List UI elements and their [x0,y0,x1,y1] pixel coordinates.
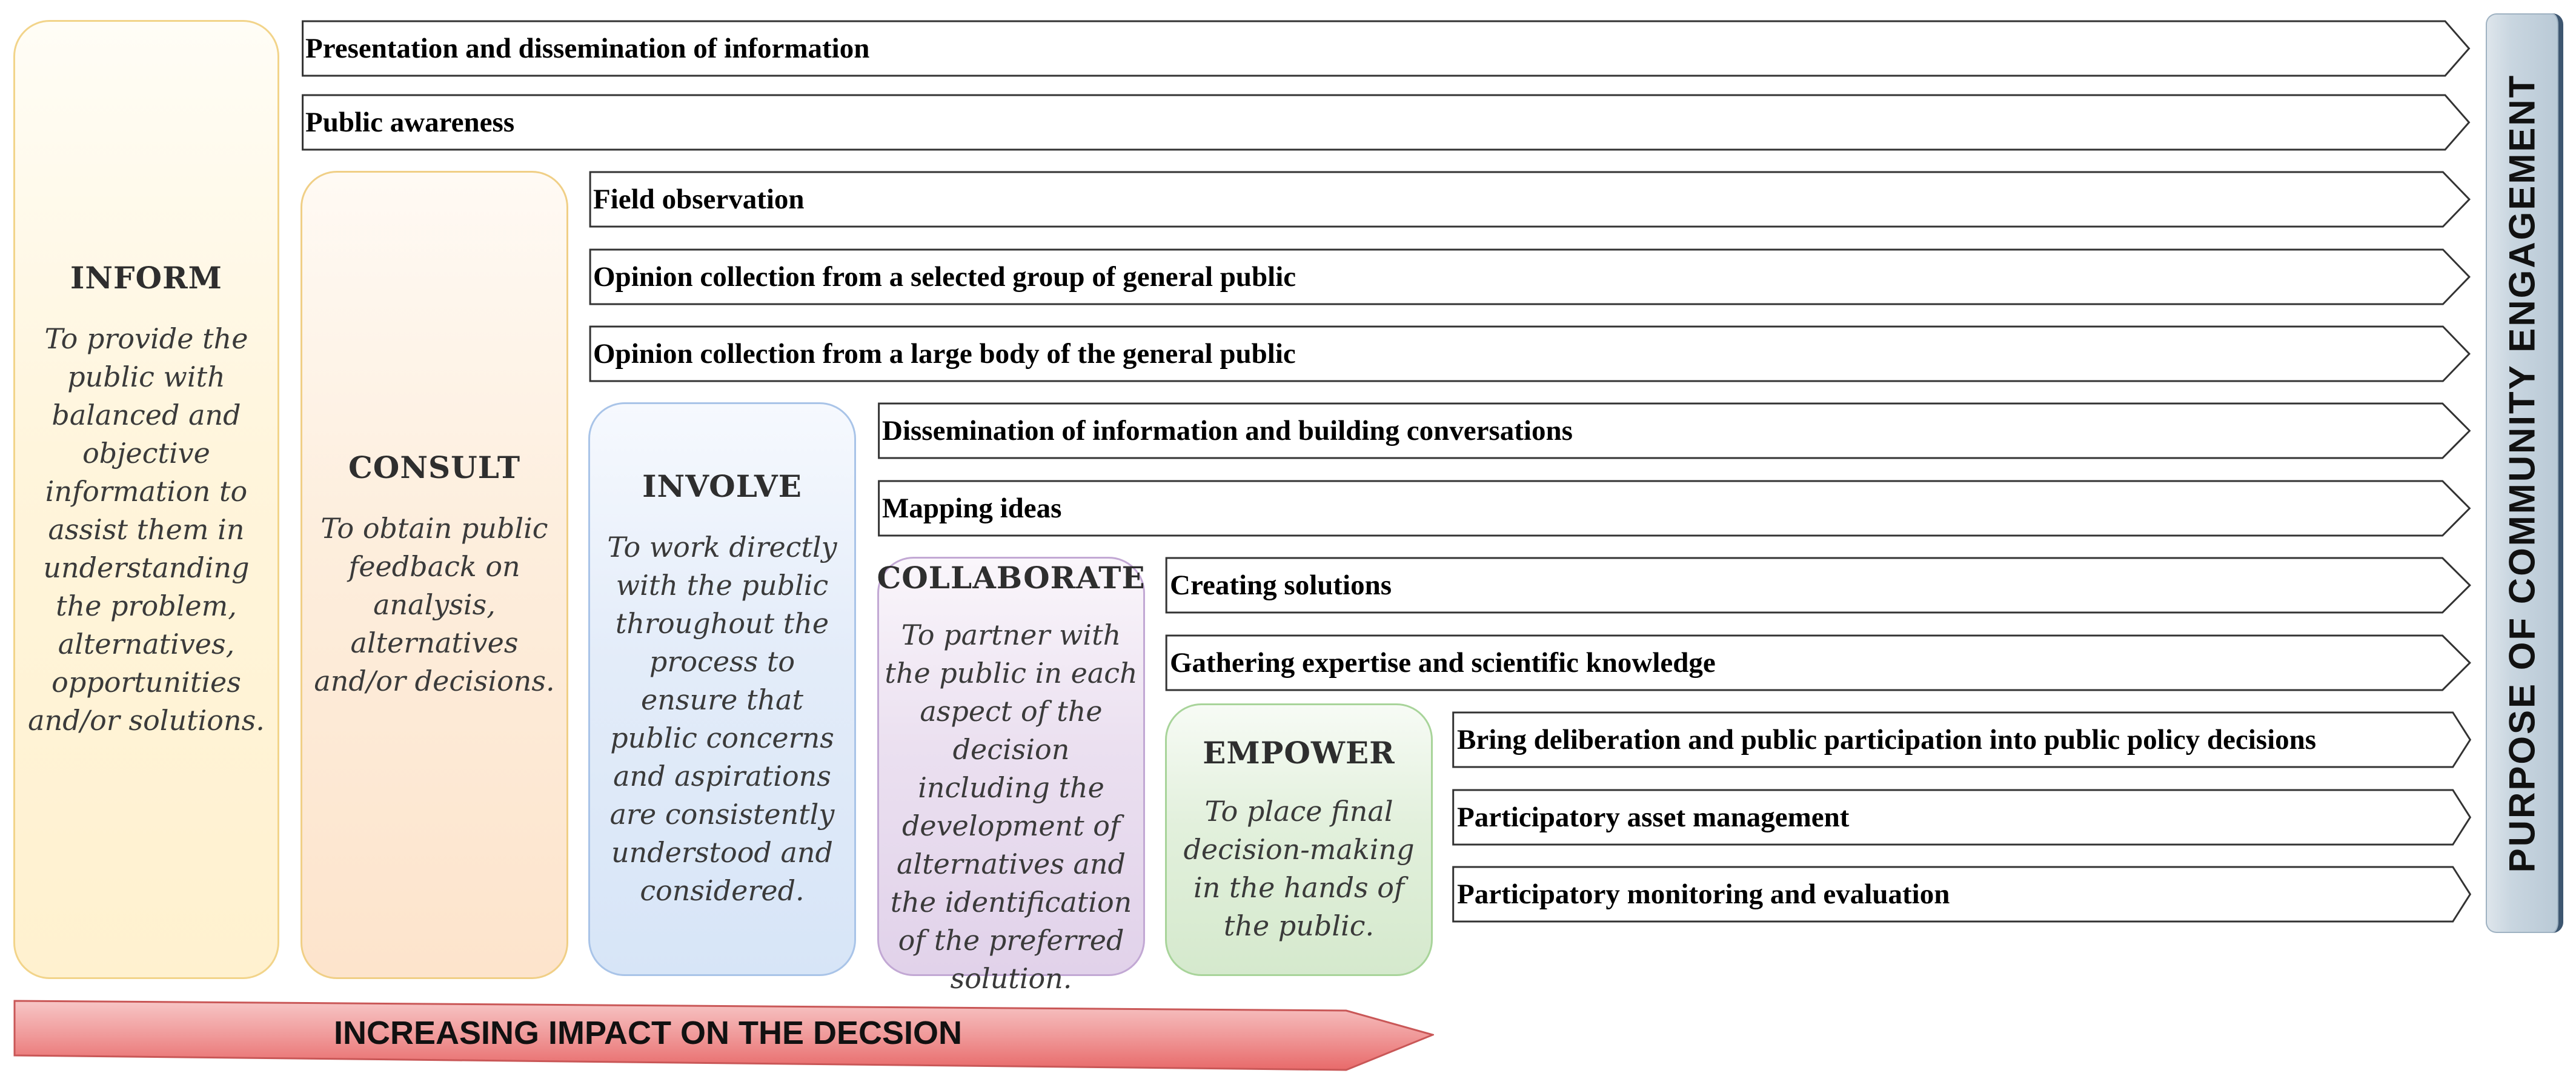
purpose-arrow [1165,557,2471,614]
level-collaborate-box [877,557,1146,995]
arrow-shape-icon [588,171,2471,228]
level-description: To obtain public feedback on analysis, alternatives and/or decisions. [314,512,555,697]
level-description: To partner with the public in each aspect of the decision including the development of alternatives and the identification of the preferred solution. [885,619,1138,995]
purpose-label: Creating solutions [1170,570,1392,601]
purpose-arrow [588,248,2471,305]
purpose-arrow [1452,866,2471,923]
purpose-side-bar [2486,13,2563,933]
purpose-label: Bring deliberation and public participation into public policy decisions [1457,724,2317,756]
level-title: INVOLVE [642,468,802,504]
level-title: EMPOWER [1203,734,1395,771]
level-title: INFORM [70,259,223,296]
level-description: To work directly with the public throughout the process to ensure that public concerns and aspirations are consistently understood and considered. [607,531,837,907]
purpose-label: Public awareness [305,107,515,138]
purpose-label: Presentation and dissemination of information [305,33,870,64]
level-empower-box [1165,703,1433,976]
purpose-arrow [877,402,2471,459]
purpose-arrow [1165,634,2471,691]
level-title: COLLABORATE [877,560,1146,596]
purpose-label: Opinion collection from a selected group of general public [593,261,1296,293]
impact-arrow-label: INCREASING IMPACT ON THE DECSION [333,1015,963,1051]
purpose-label: Gathering expertise and scientific knowledge [1170,647,1716,679]
level-description: To provide the public with balanced and objective information to assist them in understanding the problem, alternatives, opportunities and/or solutions. [28,322,265,737]
purpose-label: Participatory monitoring and evaluation [1457,878,1950,910]
purpose-arrow [588,325,2471,382]
purpose-arrow [1452,789,2471,846]
purpose-label: Mapping ideas [882,493,1062,524]
increasing-impact-arrow [13,994,1434,1072]
purpose-arrow [300,94,2471,151]
purpose-side-label: PURPOSE OF COMMUNITY ENGAGEMENT [2501,73,2543,873]
purpose-arrow [1452,711,2471,768]
purpose-label: Opinion collection from a large body of the general public [593,338,1296,370]
purpose-label: Participatory asset management [1457,802,1850,833]
purpose-label: Field observation [593,184,805,215]
level-consult-box [300,171,568,979]
purpose-arrow [300,20,2471,77]
arrow-shape-icon [300,94,2471,151]
arrow-shape-icon [877,480,2471,537]
level-description: To place final decision-making in the hands of the public. [1183,794,1415,942]
purpose-label: Dissemination of information and building conversations [882,415,1573,447]
level-involve-box [588,402,856,976]
level-title: CONSULT [348,450,521,485]
level-inform-box [13,20,279,979]
purpose-arrow [588,171,2471,228]
purpose-arrow [877,480,2471,537]
